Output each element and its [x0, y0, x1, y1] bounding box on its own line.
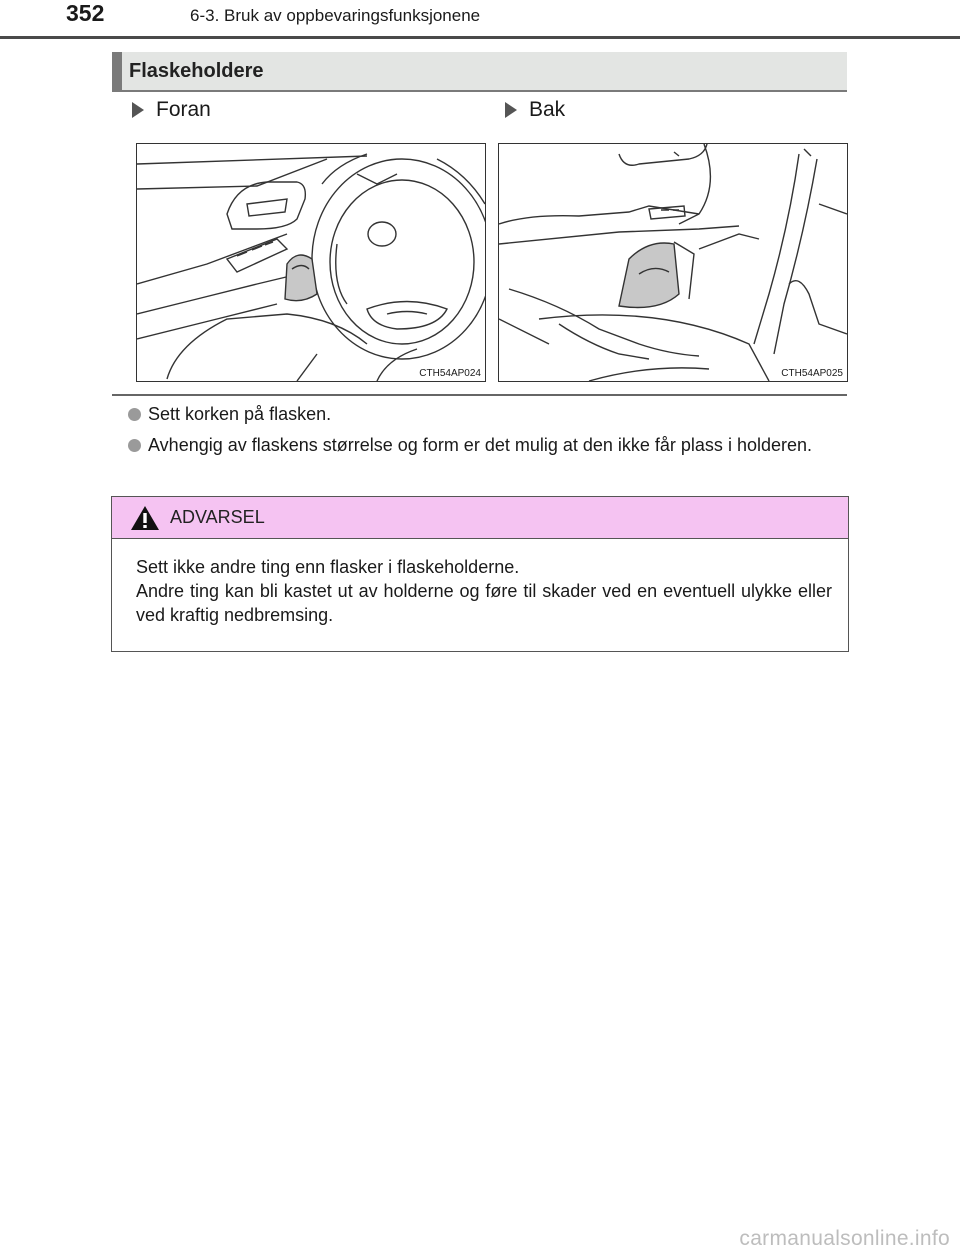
warning-box — [111, 496, 849, 652]
figure-code-front: CTH54AP024 — [419, 368, 481, 379]
round-bullet-icon — [128, 408, 141, 421]
figure-label-rear-text: Bak — [529, 98, 566, 121]
section-title: Flaskeholdere — [129, 60, 264, 82]
bullet-item — [128, 402, 848, 427]
figure-label-front-text: Foran — [156, 98, 211, 121]
warning-body — [136, 555, 832, 627]
section-header-bar — [112, 52, 122, 90]
triangle-bullet-icon — [505, 102, 517, 118]
figure-divider — [112, 394, 847, 396]
bullet-text: Sett korken på flasken. — [148, 404, 332, 424]
warning-triangle-icon — [130, 505, 160, 531]
warning-header — [112, 497, 848, 539]
bullet-item — [128, 433, 848, 458]
figure-label-rear — [505, 98, 565, 122]
warning-line-2: Andre ting kan bli kastet ut av holderne og føre til skader ved en eventuell ulykke eller ved kraftig nedbremsing. — [136, 581, 832, 625]
figure-code-rear: CTH54AP025 — [781, 368, 843, 379]
warning-line-1: Sett ikke andre ting enn flasker i flaskeholderne. — [136, 557, 520, 577]
figure-label-front — [132, 98, 211, 122]
rear-cupholder-illustration — [498, 143, 848, 382]
front-cupholder-illustration — [136, 143, 486, 382]
bullet-text: Avhengig av flaskens størrelse og form er det mulig at den ikke får plass i holderen. — [148, 435, 812, 455]
chapter-title: 6-3. Bruk av oppbevaringsfunksjonene — [190, 6, 481, 25]
section-header — [112, 52, 847, 92]
page-number: 352 — [66, 0, 105, 26]
triangle-bullet-icon — [132, 102, 144, 118]
watermark: carmanualsonline.info — [739, 1227, 950, 1250]
header-rule — [0, 36, 960, 39]
round-bullet-icon — [128, 439, 141, 452]
warning-label: ADVARSEL — [170, 507, 265, 527]
